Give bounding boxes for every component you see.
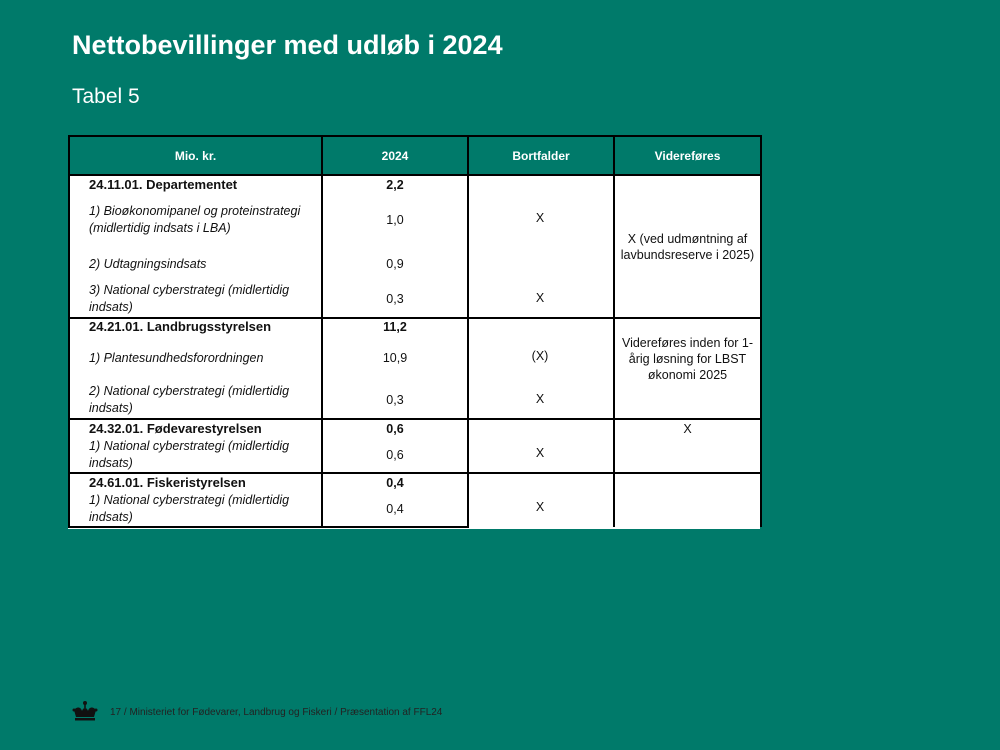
table-row [69,473,761,491]
group-total: 0,6 [322,419,468,437]
group-name: 24.32.01. Fødevarestyrelsen [69,419,322,437]
item-value: 10,9 [322,334,468,382]
footer-text: 17 / Ministeriet for Fødevarer, Landbrug og Fiskeri / Præsentation af FFL24 [110,706,443,718]
bortfalder-mark: (X) [531,349,549,363]
slide-title: Nettobevillinger med udløb i 2024 [72,30,503,60]
col-header-year: 2024 [322,136,468,175]
item-value: 0,9 [322,247,468,281]
group-note [614,473,761,527]
crown-icon [70,700,100,724]
table-row [69,318,761,334]
group-total: 11,2 [322,318,468,334]
group-note: X [614,419,761,473]
item-text: 1) Plantesundhedsforordningen [69,334,322,382]
item-value: 0,3 [322,281,468,318]
group-name: 24.11.01. Departementet [69,175,322,193]
col-header-mio-kr: Mio. kr. [69,136,322,175]
col-header-bortfalder: Bortfalder [468,136,614,175]
bortfalder-mark: X [535,211,545,225]
group-name: 24.21.01. Landbrugsstyrelsen [69,318,322,334]
footer [70,700,442,724]
bortfalder-mark: X [535,446,545,460]
item-value: 0,6 [322,437,468,473]
item-text: 1) National cyberstrategi (midlertidig indsats) [69,437,322,473]
bortfalder-mark: X [535,391,545,406]
group-total: 2,2 [322,175,468,193]
item-value: 0,3 [322,382,468,419]
bortfalder-mark: X [535,290,545,305]
group-total: 0,4 [322,473,468,491]
group-name: 24.61.01. Fiskeristyrelsen [69,473,322,491]
item-text: 2) Udtagningsindsats [69,247,322,281]
table-header-row [69,136,761,175]
group-note: X (ved udmøntning af lavbundsreserve i 2025) [614,175,761,318]
item-text: 3) National cyberstrategi (midlertidig indsats) [69,281,322,318]
table-row [69,419,761,437]
budget-table-container [68,135,760,529]
budget-table [68,135,762,528]
col-header-viderefores: Videreføres [614,136,761,175]
item-text: 1) Bioøkonomipanel og proteinstrategi (midlertidig indsats i LBA) [69,193,322,247]
table-row [69,175,761,193]
slide-subtitle: Tabel 5 [72,85,140,108]
item-text: 1) National cyberstrategi (midlertidig indsats) [69,491,322,527]
bortfalder-mark: X [535,500,545,514]
group-note: Videreføres inden for 1-årig løsning for LBST økonomi 2025 [614,318,761,419]
item-value: 1,0 [322,193,468,247]
item-value: 0,4 [322,491,468,527]
item-text: 2) National cyberstrategi (midlertidig indsats) [69,382,322,419]
